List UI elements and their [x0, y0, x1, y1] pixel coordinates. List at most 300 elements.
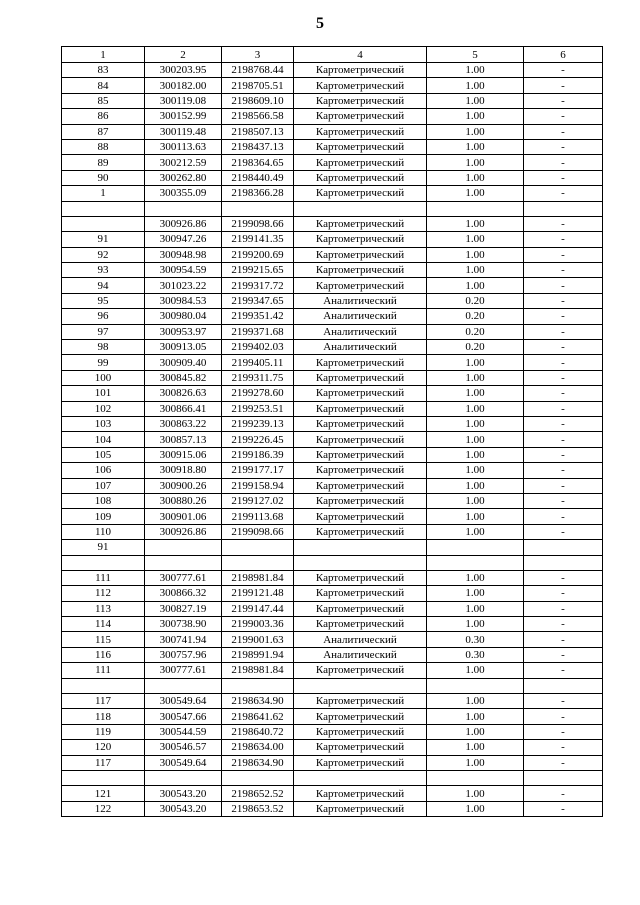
note-cell: -: [524, 340, 603, 355]
method-cell: Картометрический: [294, 263, 427, 278]
accuracy-cell: 1.00: [427, 709, 524, 724]
accuracy-cell: 1.00: [427, 247, 524, 262]
x-coordinate-cell: 300857.13: [145, 432, 222, 447]
x-coordinate-cell: 300543.20: [145, 786, 222, 801]
note-cell: -: [524, 709, 603, 724]
note-cell: -: [524, 416, 603, 431]
x-coordinate-cell: 300880.26: [145, 493, 222, 508]
y-coordinate-cell: 2199405.11: [222, 355, 294, 370]
point-number-cell: 119: [62, 724, 145, 739]
point-number-cell: 95: [62, 293, 145, 308]
y-coordinate-cell: 2198366.28: [222, 186, 294, 201]
x-coordinate-cell: 300777.61: [145, 663, 222, 678]
table-row: [62, 770, 603, 785]
method-cell: Картометрический: [294, 447, 427, 462]
header-cell: 6: [524, 47, 603, 63]
y-coordinate-cell: 2199098.66: [222, 524, 294, 539]
x-coordinate-cell: [145, 770, 222, 785]
point-number-cell: 111: [62, 570, 145, 585]
y-coordinate-cell: 2199317.72: [222, 278, 294, 293]
point-number-cell: [62, 216, 145, 231]
accuracy-cell: [427, 540, 524, 555]
method-cell: Картометрический: [294, 509, 427, 524]
y-coordinate-cell: 2198609.10: [222, 93, 294, 108]
table-row: [62, 801, 603, 816]
x-coordinate-cell: 300915.06: [145, 447, 222, 462]
note-cell: -: [524, 309, 603, 324]
x-coordinate-cell: 300984.53: [145, 293, 222, 308]
accuracy-cell: 0.20: [427, 293, 524, 308]
x-coordinate-cell: 300757.96: [145, 647, 222, 662]
page-number: 5: [316, 15, 324, 32]
x-coordinate-cell: 300953.97: [145, 324, 222, 339]
point-number-cell: 117: [62, 755, 145, 770]
method-cell: Картометрический: [294, 247, 427, 262]
table-row: [62, 432, 603, 447]
table-row: [62, 694, 603, 709]
note-cell: -: [524, 401, 603, 416]
point-number-cell: 90: [62, 170, 145, 185]
y-coordinate-cell: 2198641.62: [222, 709, 294, 724]
x-coordinate-cell: 300152.99: [145, 109, 222, 124]
point-number-cell: 117: [62, 694, 145, 709]
point-number-cell: 96: [62, 309, 145, 324]
x-coordinate-cell: 300863.22: [145, 416, 222, 431]
x-coordinate-cell: 300909.40: [145, 355, 222, 370]
y-coordinate-cell: 2199001.63: [222, 632, 294, 647]
accuracy-cell: 1.00: [427, 216, 524, 231]
method-cell: Картометрический: [294, 401, 427, 416]
point-number-cell: 102: [62, 401, 145, 416]
accuracy-cell: 1.00: [427, 93, 524, 108]
method-cell: Картометрический: [294, 370, 427, 385]
x-coordinate-cell: 300926.86: [145, 216, 222, 231]
x-coordinate-cell: 300212.59: [145, 155, 222, 170]
coordinates-table: [61, 46, 603, 817]
note-cell: -: [524, 740, 603, 755]
method-cell: Аналитический: [294, 293, 427, 308]
accuracy-cell: 1.00: [427, 524, 524, 539]
x-coordinate-cell: 300543.20: [145, 801, 222, 816]
note-cell: [524, 540, 603, 555]
method-cell: Картометрический: [294, 493, 427, 508]
note-cell: -: [524, 263, 603, 278]
note-cell: -: [524, 463, 603, 478]
point-number-cell: 104: [62, 432, 145, 447]
note-cell: -: [524, 109, 603, 124]
x-coordinate-cell: 300845.82: [145, 370, 222, 385]
accuracy-cell: 1.00: [427, 617, 524, 632]
x-coordinate-cell: 300948.98: [145, 247, 222, 262]
note-cell: -: [524, 632, 603, 647]
y-coordinate-cell: 2198566.58: [222, 109, 294, 124]
note-cell: -: [524, 509, 603, 524]
accuracy-cell: 1.00: [427, 694, 524, 709]
x-coordinate-cell: [145, 555, 222, 570]
header-cell: 1: [62, 47, 145, 63]
x-coordinate-cell: 300203.95: [145, 63, 222, 78]
y-coordinate-cell: 2199121.48: [222, 586, 294, 601]
accuracy-cell: 1.00: [427, 263, 524, 278]
table-row: [62, 401, 603, 416]
y-coordinate-cell: 2199127.02: [222, 493, 294, 508]
method-cell: Картометрический: [294, 709, 427, 724]
table-row: [62, 555, 603, 570]
note-cell: -: [524, 232, 603, 247]
table-row: [62, 493, 603, 508]
accuracy-cell: 1.00: [427, 509, 524, 524]
point-number-cell: 105: [62, 447, 145, 462]
table-row: [62, 478, 603, 493]
table-row: [62, 786, 603, 801]
note-cell: -: [524, 786, 603, 801]
method-cell: Картометрический: [294, 463, 427, 478]
method-cell: Картометрический: [294, 524, 427, 539]
header-cell: 5: [427, 47, 524, 63]
note-cell: -: [524, 155, 603, 170]
y-coordinate-cell: 2199351.42: [222, 309, 294, 324]
table-row: [62, 155, 603, 170]
method-cell: Аналитический: [294, 309, 427, 324]
y-coordinate-cell: 2199278.60: [222, 386, 294, 401]
accuracy-cell: [427, 770, 524, 785]
point-number-cell: 120: [62, 740, 145, 755]
table-row: [62, 416, 603, 431]
method-cell: Картометрический: [294, 124, 427, 139]
accuracy-cell: 1.00: [427, 139, 524, 154]
note-cell: [524, 201, 603, 216]
x-coordinate-cell: 300827.19: [145, 601, 222, 616]
table-row: [62, 340, 603, 355]
method-cell: Картометрический: [294, 416, 427, 431]
method-cell: Картометрический: [294, 155, 427, 170]
method-cell: Картометрический: [294, 724, 427, 739]
table-row: [62, 124, 603, 139]
note-cell: -: [524, 755, 603, 770]
point-number-cell: 112: [62, 586, 145, 601]
accuracy-cell: 1.00: [427, 493, 524, 508]
y-coordinate-cell: 2199147.44: [222, 601, 294, 616]
x-coordinate-cell: 300826.63: [145, 386, 222, 401]
y-coordinate-cell: 2199402.03: [222, 340, 294, 355]
point-number-cell: 97: [62, 324, 145, 339]
table-row: [62, 524, 603, 539]
x-coordinate-cell: 300262.80: [145, 170, 222, 185]
accuracy-cell: 1.00: [427, 478, 524, 493]
note-cell: -: [524, 247, 603, 262]
note-cell: -: [524, 293, 603, 308]
note-cell: [524, 555, 603, 570]
note-cell: -: [524, 647, 603, 662]
x-coordinate-cell: [145, 201, 222, 216]
note-cell: -: [524, 386, 603, 401]
accuracy-cell: [427, 555, 524, 570]
point-number-cell: 89: [62, 155, 145, 170]
accuracy-cell: 1.00: [427, 786, 524, 801]
accuracy-cell: 1.00: [427, 78, 524, 93]
method-cell: Картометрический: [294, 740, 427, 755]
point-number-cell: [62, 770, 145, 785]
method-cell: Картометрический: [294, 386, 427, 401]
note-cell: -: [524, 216, 603, 231]
y-coordinate-cell: 2199141.35: [222, 232, 294, 247]
x-coordinate-cell: 300355.09: [145, 186, 222, 201]
x-coordinate-cell: 300741.94: [145, 632, 222, 647]
method-cell: Картометрический: [294, 617, 427, 632]
point-number-cell: 87: [62, 124, 145, 139]
note-cell: -: [524, 139, 603, 154]
table-row: [62, 232, 603, 247]
note-cell: -: [524, 570, 603, 585]
method-cell: [294, 770, 427, 785]
y-coordinate-cell: 2198991.94: [222, 647, 294, 662]
point-number-cell: 83: [62, 63, 145, 78]
note-cell: -: [524, 186, 603, 201]
note-cell: -: [524, 447, 603, 462]
accuracy-cell: 1.00: [427, 663, 524, 678]
y-coordinate-cell: 2199113.68: [222, 509, 294, 524]
point-number-cell: 92: [62, 247, 145, 262]
method-cell: Картометрический: [294, 216, 427, 231]
method-cell: [294, 555, 427, 570]
method-cell: [294, 201, 427, 216]
note-cell: -: [524, 493, 603, 508]
accuracy-cell: [427, 201, 524, 216]
table-row: [62, 509, 603, 524]
x-coordinate-cell: 300926.86: [145, 524, 222, 539]
accuracy-cell: 1.00: [427, 170, 524, 185]
method-cell: Картометрический: [294, 139, 427, 154]
table-row: [62, 540, 603, 555]
x-coordinate-cell: 300544.59: [145, 724, 222, 739]
accuracy-cell: 1.00: [427, 447, 524, 462]
y-coordinate-cell: 2199371.68: [222, 324, 294, 339]
accuracy-cell: 1.00: [427, 601, 524, 616]
x-coordinate-cell: 300777.61: [145, 570, 222, 585]
accuracy-cell: 0.30: [427, 647, 524, 662]
method-cell: Картометрический: [294, 78, 427, 93]
point-number-cell: 103: [62, 416, 145, 431]
point-number-cell: 91: [62, 540, 145, 555]
point-number-cell: 107: [62, 478, 145, 493]
y-coordinate-cell: 2198634.90: [222, 694, 294, 709]
table-row: [62, 278, 603, 293]
y-coordinate-cell: 2198440.49: [222, 170, 294, 185]
note-cell: -: [524, 355, 603, 370]
accuracy-cell: [427, 678, 524, 693]
accuracy-cell: 1.00: [427, 432, 524, 447]
y-coordinate-cell: 2199200.69: [222, 247, 294, 262]
accuracy-cell: 1.00: [427, 463, 524, 478]
x-coordinate-cell: 300918.80: [145, 463, 222, 478]
x-coordinate-cell: 301023.22: [145, 278, 222, 293]
table-row: [62, 463, 603, 478]
x-coordinate-cell: 300866.32: [145, 586, 222, 601]
x-coordinate-cell: 300119.48: [145, 124, 222, 139]
y-coordinate-cell: [222, 770, 294, 785]
note-cell: -: [524, 724, 603, 739]
point-number-cell: 84: [62, 78, 145, 93]
table-row: [62, 355, 603, 370]
point-number-cell: [62, 678, 145, 693]
y-coordinate-cell: 2198634.90: [222, 755, 294, 770]
y-coordinate-cell: 2199215.65: [222, 263, 294, 278]
table-row: [62, 601, 603, 616]
table-row: [62, 139, 603, 154]
y-coordinate-cell: 2198437.13: [222, 139, 294, 154]
method-cell: Аналитический: [294, 340, 427, 355]
table-row: [62, 386, 603, 401]
method-cell: Картометрический: [294, 63, 427, 78]
table-row: [62, 263, 603, 278]
table-body: [62, 63, 603, 817]
method-cell: Картометрический: [294, 278, 427, 293]
method-cell: Картометрический: [294, 801, 427, 816]
y-coordinate-cell: [222, 678, 294, 693]
x-coordinate-cell: 300549.64: [145, 755, 222, 770]
note-cell: -: [524, 63, 603, 78]
y-coordinate-cell: 2198652.52: [222, 786, 294, 801]
method-cell: Картометрический: [294, 694, 427, 709]
accuracy-cell: 1.00: [427, 278, 524, 293]
method-cell: Картометрический: [294, 786, 427, 801]
accuracy-cell: 1.00: [427, 186, 524, 201]
method-cell: Картометрический: [294, 93, 427, 108]
point-number-cell: 109: [62, 509, 145, 524]
point-number-cell: 113: [62, 601, 145, 616]
x-coordinate-cell: 300901.06: [145, 509, 222, 524]
point-number-cell: 101: [62, 386, 145, 401]
y-coordinate-cell: 2198634.00: [222, 740, 294, 755]
note-cell: -: [524, 663, 603, 678]
y-coordinate-cell: 2199347.65: [222, 293, 294, 308]
table-row: [62, 617, 603, 632]
table-row: [62, 93, 603, 108]
y-coordinate-cell: 2198768.44: [222, 63, 294, 78]
header-cell: 3: [222, 47, 294, 63]
note-cell: -: [524, 124, 603, 139]
y-coordinate-cell: 2199239.13: [222, 416, 294, 431]
accuracy-cell: 1.00: [427, 370, 524, 385]
table-row: [62, 309, 603, 324]
point-number-cell: 1: [62, 186, 145, 201]
note-cell: -: [524, 478, 603, 493]
method-cell: [294, 540, 427, 555]
point-number-cell: 94: [62, 278, 145, 293]
y-coordinate-cell: 2199177.17: [222, 463, 294, 478]
accuracy-cell: 1.00: [427, 570, 524, 585]
table-row: [62, 740, 603, 755]
header-cell: 4: [294, 47, 427, 63]
y-coordinate-cell: 2199158.94: [222, 478, 294, 493]
method-cell: Картометрический: [294, 186, 427, 201]
method-cell: Картометрический: [294, 355, 427, 370]
y-coordinate-cell: 2199003.36: [222, 617, 294, 632]
note-cell: -: [524, 524, 603, 539]
y-coordinate-cell: [222, 201, 294, 216]
table-row: [62, 186, 603, 201]
x-coordinate-cell: 300113.63: [145, 139, 222, 154]
table-row: [62, 216, 603, 231]
header-row: [62, 47, 603, 63]
y-coordinate-cell: 2198981.84: [222, 663, 294, 678]
note-cell: -: [524, 586, 603, 601]
y-coordinate-cell: 2199186.39: [222, 447, 294, 462]
method-cell: Аналитический: [294, 632, 427, 647]
note-cell: -: [524, 93, 603, 108]
point-number-cell: 91: [62, 232, 145, 247]
point-number-cell: 99: [62, 355, 145, 370]
point-number-cell: 88: [62, 139, 145, 154]
y-coordinate-cell: 2198640.72: [222, 724, 294, 739]
y-coordinate-cell: 2199226.45: [222, 432, 294, 447]
method-cell: Аналитический: [294, 647, 427, 662]
table-row: [62, 755, 603, 770]
point-number-cell: 115: [62, 632, 145, 647]
table-row: [62, 586, 603, 601]
table-row: [62, 709, 603, 724]
y-coordinate-cell: 2198364.65: [222, 155, 294, 170]
y-coordinate-cell: 2198705.51: [222, 78, 294, 93]
table-row: [62, 570, 603, 585]
y-coordinate-cell: 2199311.75: [222, 370, 294, 385]
table-row: [62, 293, 603, 308]
x-coordinate-cell: 300738.90: [145, 617, 222, 632]
accuracy-cell: 1.00: [427, 386, 524, 401]
accuracy-cell: 0.20: [427, 309, 524, 324]
point-number-cell: 106: [62, 463, 145, 478]
accuracy-cell: 1.00: [427, 416, 524, 431]
accuracy-cell: 0.20: [427, 340, 524, 355]
point-number-cell: 111: [62, 663, 145, 678]
point-number-cell: 114: [62, 617, 145, 632]
point-number-cell: 108: [62, 493, 145, 508]
accuracy-cell: 1.00: [427, 124, 524, 139]
point-number-cell: 86: [62, 109, 145, 124]
y-coordinate-cell: 2198507.13: [222, 124, 294, 139]
accuracy-cell: 0.30: [427, 632, 524, 647]
table-row: [62, 109, 603, 124]
x-coordinate-cell: 300182.00: [145, 78, 222, 93]
accuracy-cell: 1.00: [427, 586, 524, 601]
note-cell: -: [524, 370, 603, 385]
table-row: [62, 663, 603, 678]
y-coordinate-cell: [222, 555, 294, 570]
point-number-cell: 116: [62, 647, 145, 662]
note-cell: -: [524, 694, 603, 709]
y-coordinate-cell: 2198653.52: [222, 801, 294, 816]
note-cell: -: [524, 801, 603, 816]
point-number-cell: 118: [62, 709, 145, 724]
x-coordinate-cell: 300980.04: [145, 309, 222, 324]
method-cell: Картометрический: [294, 170, 427, 185]
note-cell: -: [524, 601, 603, 616]
x-coordinate-cell: 300913.05: [145, 340, 222, 355]
note-cell: [524, 678, 603, 693]
note-cell: -: [524, 78, 603, 93]
table-row: [62, 724, 603, 739]
x-coordinate-cell: [145, 678, 222, 693]
accuracy-cell: 1.00: [427, 755, 524, 770]
note-cell: -: [524, 278, 603, 293]
accuracy-cell: 1.00: [427, 724, 524, 739]
x-coordinate-cell: 300549.64: [145, 694, 222, 709]
x-coordinate-cell: 300947.26: [145, 232, 222, 247]
accuracy-cell: 0.20: [427, 324, 524, 339]
method-cell: Картометрический: [294, 478, 427, 493]
point-number-cell: [62, 555, 145, 570]
method-cell: Картометрический: [294, 232, 427, 247]
